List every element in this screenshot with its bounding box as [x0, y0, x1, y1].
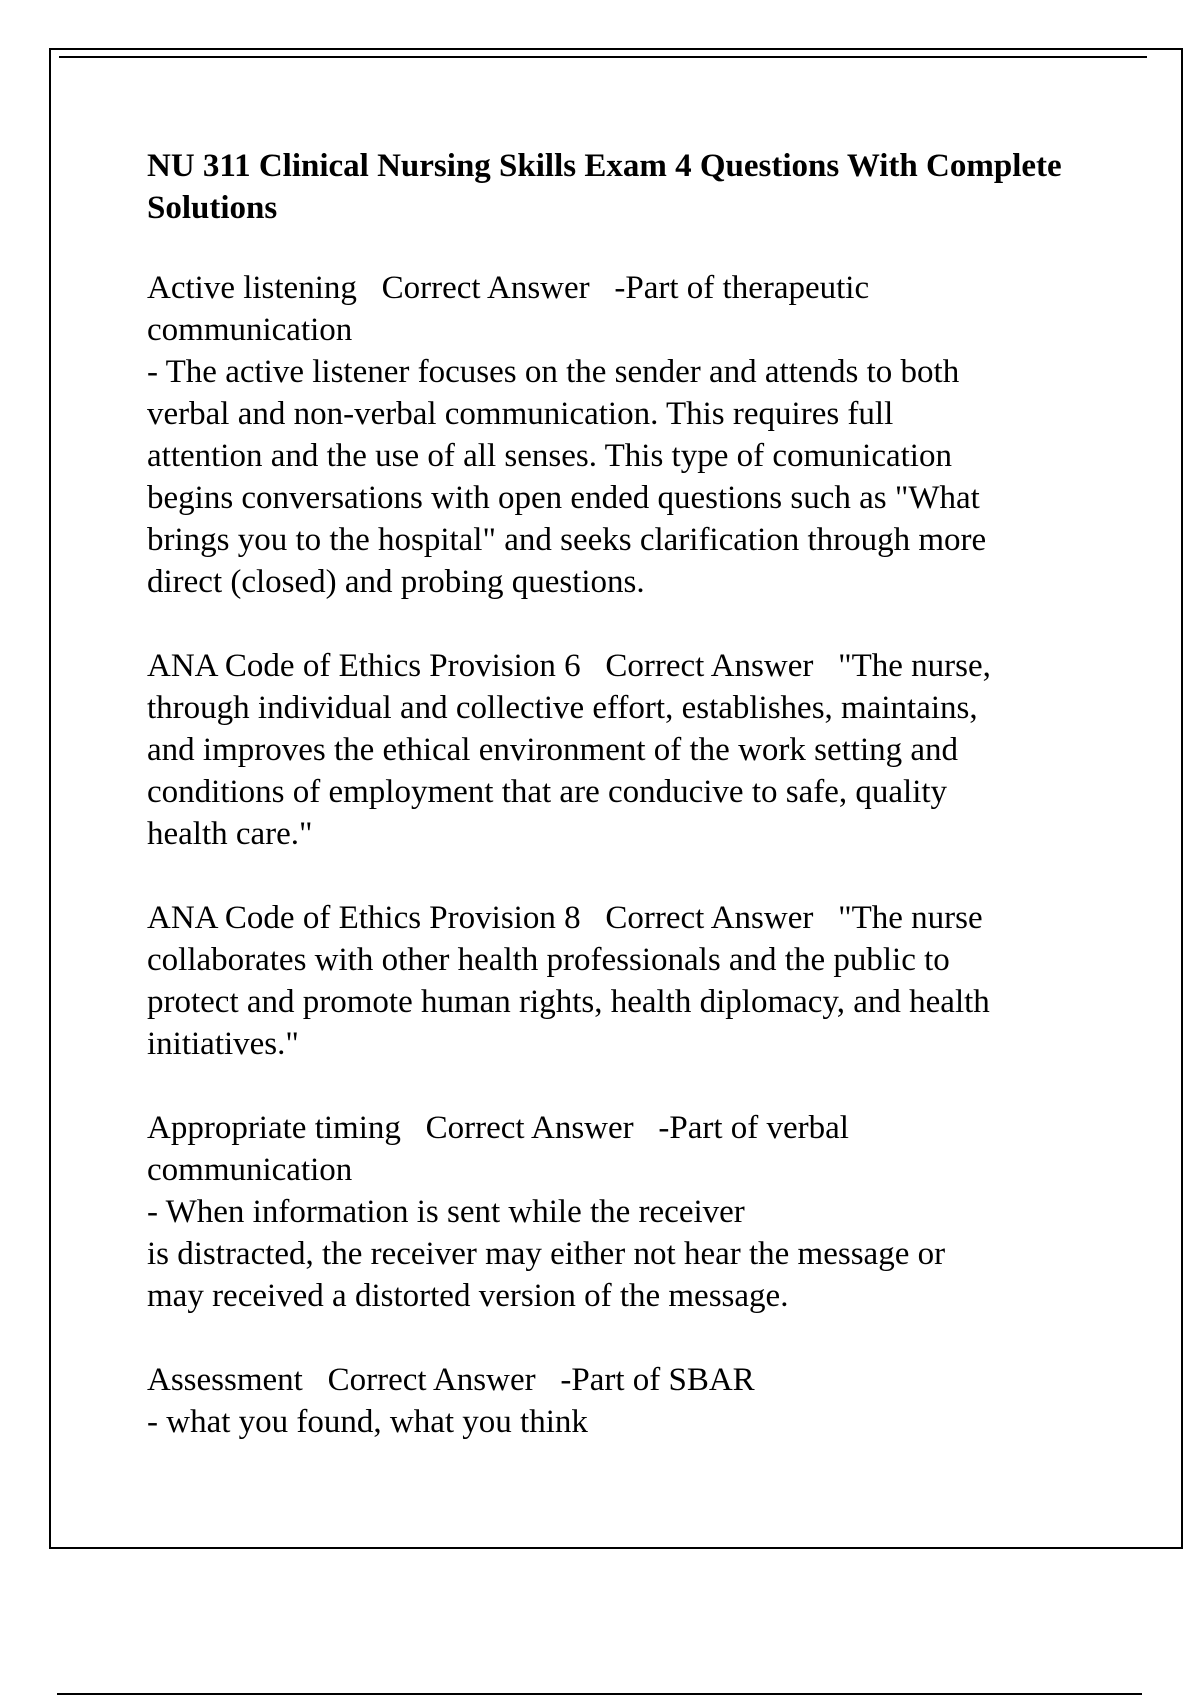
- entry-line: - what you found, what you think: [147, 1404, 588, 1440]
- entry-line: is distracted, the receiver may either not hear the message or: [147, 1236, 946, 1272]
- qa-entry-assessment: [147, 1359, 1147, 1443]
- entry-line: protect and promote human rights, health diplomacy, and health: [147, 984, 990, 1020]
- entry-line: attention and the use of all senses. This type of comunication: [147, 438, 952, 474]
- entry-line: initiatives.": [147, 1026, 299, 1062]
- entry-line: - The active listener focuses on the sender and attends to both: [147, 354, 960, 390]
- document-title: NU 311 Clinical Nursing Skills Exam 4 Questions With Complete Solutions: [147, 148, 1062, 226]
- entry-line: collaborates with other health professionals and the public to: [147, 942, 950, 978]
- entry-line: Active listening Correct Answer -Part of therapeutic: [147, 270, 870, 306]
- entry-line: communication: [147, 1152, 353, 1188]
- entry-line: may received a distorted version of the message.: [147, 1278, 789, 1314]
- entry-line: Assessment Correct Answer -Part of SBAR: [147, 1362, 755, 1398]
- qa-entry-provision-8: [147, 897, 1147, 1065]
- qa-entry-appropriate-timing: [147, 1107, 1147, 1317]
- header-rule: [59, 56, 1147, 58]
- entry-line: ANA Code of Ethics Provision 8 Correct Answer "The nurse: [147, 900, 983, 936]
- entry-line: verbal and non-verbal communication. This requires full: [147, 396, 894, 432]
- entry-line: direct (closed) and probing questions.: [147, 564, 645, 600]
- document-body: [147, 145, 1147, 1485]
- entry-line: conditions of employment that are conducive to safe, quality: [147, 774, 948, 810]
- qa-entry-active-listening: [147, 267, 1147, 603]
- entry-line: ANA Code of Ethics Provision 6 Correct Answer "The nurse,: [147, 648, 991, 684]
- entry-line: begins conversations with open ended questions such as "What: [147, 480, 980, 516]
- entry-line: and improves the ethical environment of the work setting and: [147, 732, 959, 768]
- entry-line: - When information is sent while the receiver: [147, 1194, 745, 1230]
- entry-line: communication: [147, 312, 353, 348]
- entry-line: health care.": [147, 816, 313, 852]
- footer-rule: [57, 1693, 1142, 1695]
- entry-line: Appropriate timing Correct Answer -Part of verbal: [147, 1110, 849, 1146]
- entry-line: brings you to the hospital" and seeks clarification through more: [147, 522, 987, 558]
- qa-entry-provision-6: [147, 645, 1147, 855]
- page-frame: [49, 48, 1183, 1549]
- entry-line: through individual and collective effort, establishes, maintains,: [147, 690, 978, 726]
